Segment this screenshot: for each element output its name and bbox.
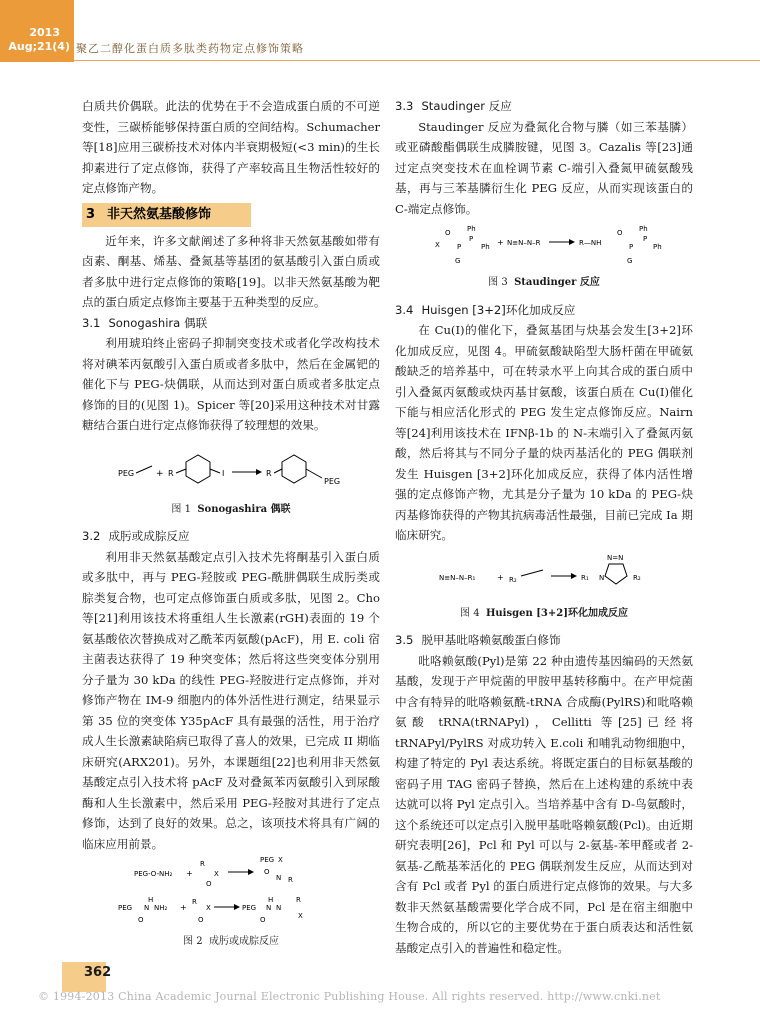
subsection-3-3-number: 3.3 [395,99,414,113]
subsection-3-1-title: Sonogashira 偶联 [108,315,208,330]
fig2-nh2: NH₂ [154,904,168,912]
figure-2-number: 图 2 [183,936,203,947]
figure-1 [82,436,380,498]
page-number: 362 [62,962,106,992]
subsection-3-2-heading [82,526,380,547]
fig2-product-n-2: N [266,904,272,912]
figure-3-number: 图 3 [488,277,508,288]
fig2-arrowhead-1 [248,869,254,875]
fig3-ph-1: Ph [467,225,476,233]
figure-4-number: 图 4 [460,607,480,619]
fig1-product-ring [282,455,306,483]
fig4-product-nn: N=N [607,553,624,562]
subsection-3-3-paragraph: Staudinger 反应为叠氮化合物与膦（如三苯基膦）或亚磷酸酯偶联生成膦胺键，见图 3。Cazalis 等[23]通过定点突变技术在血栓调节素 C-端引入叠氮甲硫氨酸残基，再与三苯基膦衍生化 PEG 反应，从而实现该蛋白的 C-端定点修饰。 [395,119,693,216]
figure-4-caption [395,604,693,625]
fig1-bond-i [210,469,220,473]
fig2-n: N [144,904,150,912]
fig1-product-r: R [266,468,272,478]
subsection-3-3-heading [395,96,693,117]
fig3-plus: + [497,238,504,247]
fig2-x-1: X [214,870,219,878]
fig3-p-4: P [643,235,648,243]
fig2-product-n-1: N [276,874,282,882]
issue-badge [0,0,74,62]
fig2-x-2: X [206,904,211,912]
subsection-3-2-title: 成肟或成腙反应 [108,529,190,543]
fig3-x-1: X [435,241,440,249]
fig4-alkyne [521,570,543,576]
fig2-plus-1: + [186,869,193,878]
fig4-product-r2: R₂ [633,573,641,582]
fig1-r-label: R [168,468,174,478]
fig2-r-2: R [192,898,197,906]
copyright-footer: © 1994-2013 China Academic Journal Electronic Publishing House. All rights reserved. http://www.cnki.net [38,990,661,1003]
section-3-heading [82,203,251,227]
figure-3 [395,219,693,271]
fig2-peg-hydroxylamine: PEG-O-NH₂ [134,870,173,878]
fig2-o-2: O [138,916,144,924]
figure-3-caption [395,273,693,294]
fig3-arrowhead [569,239,575,245]
fig2-plus-2: + [180,903,187,912]
issue-label: Aug;21(4) [8,40,70,53]
running-title: 聚乙二醇化蛋白质多肽类药物定点修饰策略 [76,42,304,55]
fig1-alkyne-bond [136,466,152,473]
subsection-3-4-number: 3.4 [395,302,414,317]
fig2-h: H [148,896,154,904]
figure-1-number: 图 1 [171,503,191,515]
left-column [82,96,380,959]
fig2-r-1: R [200,860,205,868]
fig2-product-peg-1: PEG [260,856,275,864]
fig4-r2: R₂ [509,575,517,584]
fig4-product-r1: R₁ [581,573,589,582]
fig1-peg-label: PEG [118,468,135,478]
fig2-product-x-2: X [298,912,303,920]
fig1-product-bond [274,469,282,473]
fig3-g-1: G [455,257,461,265]
fig3-rnh: R—NH [579,239,602,247]
figure-2-title: 成肟或成腙反应 [208,936,279,947]
figure-3-title: Staudinger 反应 [514,277,600,288]
oxime-hydrazone-scheme [82,854,380,930]
fig4-triazole-ring [605,564,627,584]
fig3-azide: N≡N–N–R [507,239,541,247]
fig3-o-1: O [445,229,451,237]
subsection-3-1-number: 3.1 [82,315,101,330]
subsection-3-2-paragraph: 利用非天然氨基酸定点引入技术先将酮基引入蛋白质或多肽中，再与 PEG-羟胺或 PEG-酰肼偶联生成肟类或腙类复合物，也可定点修饰蛋白质或多肽，见图 2。Cho 等[21]利用该技术将重组人生长激素(rGH)表面的 19 个氨基酸依次替换成对乙酰苯丙氨酸(pAcF)，用 E. coli 宿主菌表达获得了 19 种突变体；然后将这些突变体分别用分子量为 30 kDa 的线性 PEG-羟胺进行定点修饰，并对修饰产物在 IM-9 细胞内的体外活性进行测定，结果显示第 35 位的突变体 Y35pAcF 具有最强的活性，用于治疗成人生长激素缺陷病已取得了喜人的效果，已完成 II 期临床研究(ARX201)。另外，本课题组[22]也利用非天然氨基酸定点引入技术将 pAcF 及对叠氮苯丙氨酸引入到尿酸酶和人生长激素中，然后采用 PEG-羟胺对其进行了定点修饰，达到了良好的效果。总之，该项技术将具有广阔的临床应用前景。 [82,549,380,851]
fig3-ph-4: Ph [653,243,662,251]
fig2-peg-hydrazide: PEG [118,904,133,912]
intro-paragraph: 白质共价偶联。此法的优势在于不会造成蛋白质的不可逆变性，三碳桥能够保持蛋白质的空间结构。Schumacher 等[18]应用三碳桥技术对体内半衰期极短(<3 min)的生长抑素进行了定点修饰，获得了产率较高且生物活性较好的定点修饰产物。 [82,99,380,195]
section-3-number: 3 [86,206,96,222]
fig1-i-label: I [222,468,225,478]
fig2-product-x-1: X [278,856,283,864]
figure-1-caption [82,500,380,521]
fig2-product-r-2: R [296,896,301,904]
section-3-title: 非天然氨基酸修饰 [107,206,212,222]
fig2-o-3: O [198,916,204,924]
figure-1-title: Sonogashira 偶联 [197,503,291,515]
figure-2 [82,854,380,930]
fig3-p-1: P [457,243,462,251]
subsection-3-5-number: 3.5 [395,633,414,647]
fig3-p-3: P [629,243,634,251]
header-divider [74,60,760,61]
year-label: 2013 [29,26,60,39]
fig4-arrowhead [571,573,577,579]
staudinger-scheme [395,219,693,271]
subsection-3-1-heading [82,313,380,334]
subsection-3-4-heading [395,300,693,321]
section-3-paragraph: 近年来，许多文献阐述了多种将非天然氨基酸如带有卤素、酮基、烯基、叠氮基等基团的氨基酸引入蛋白质或者多肽中进行定点修饰的策略[19]。以非天然氨基酸为靶点的蛋白质定点修饰主要基于五种类型的反应。 [82,233,380,309]
subsection-3-2-number: 3.2 [82,529,101,543]
sonogashira-scheme [82,436,380,496]
figure-4-title: Huisgen [3+2]环化加成反应 [485,607,628,619]
fig1-product-peg: PEG [324,476,341,486]
fig3-o-2: O [617,229,623,237]
figure-4 [395,546,693,602]
subsection-3-5-paragraph: 吡咯赖氨酸(Pyl)是第 22 种由遗传基因编码的天然氨基酸，发现于产甲烷菌的甲胺甲基转移酶中。在产甲烷菌中含有特异的吡咯赖氨酰-tRNA 合成酶(PylRS)和吡咯赖氨酸 tRNA(tRNAPyl)，Cellitti 等[25]已经将 tRNAPyl/PylRS 对成功转入 E.coli 和哺乳动物细胞中，构建了特定的 Pyl 表达系统。将既定蛋白的目标氨基酸的密码子用 TAG 密码子替换，然后在上述构建的系统中表达就可以将 Pyl 定点引入。当培养基中含有 D-鸟氨酸时，这个系统还可以定点引入脱甲基吡咯赖氨酸(Pcl)。由近期研究表明[26]，Pcl 和 Pyl 可以与 2-氨基-苯甲醛或者 2-氨基-乙酰基苯活化的 PEG 偶联剂发生反应，从而达到对含有 Pcl 或者 Pyl 的蛋白质进行定点修饰的效果。与大多数非天然氨基酸需要化学合成不同，Pcl 是在宿主细胞中生物合成的，所以它的主要优势在于蛋白质表达和活性氨基酸定点引入的普遍性和稳定性。 [395,653,693,955]
fig2-product-r-1: R [288,876,293,884]
fig2-o-1: O [206,880,212,888]
fig2-product-n-3: N [276,904,282,912]
subsection-3-4-paragraph: 在 Cu(I)的催化下，叠氮基团与炔基会发生[3+2]环化加成反应，见图 4。甲硫氨酸缺陷型大肠杆菌在甲硫氨酸缺乏的培养基中，可在转录水平上向其合成的蛋白质中引入叠氮丙氨酸或炔丙基甘氨酸，该蛋白质在 Cu(I)催化下能与相应活化形式的 PEG 发生定点修饰反应。Nairn 等[24]利用该技术在 IFNβ-1b 的 N-末端引入了叠氮丙氨酸，然后将其与不同分子量的炔丙基活化的 PEG 偶联剂发生 Huisgen [3+2]环化加成反应，获得了体内活性增强的定点修饰产物，尤其是分子量为 10 kDa 的 PEG-炔丙基修饰获得的产物其抗病毒活性最强，目前已完成 Ia 期临床研究。 [395,323,693,542]
fig2-arrowhead-2 [234,904,240,910]
huisgen-scheme [395,546,693,602]
figure-2-caption [82,932,380,953]
fig4-product-n: N [599,573,605,582]
subsection-3-5-heading [395,630,693,651]
fig3-ph-2: Ph [481,243,490,251]
subsection-3-5-title: 脱甲基吡咯赖氨酸蛋白修饰 [421,633,561,647]
fig4-plus: + [497,572,504,582]
fig3-p-2: P [469,235,474,243]
fig2-product-o-1: O [264,868,270,876]
fig4-azide: N≡N–N–R₁ [439,573,476,582]
fig1-benzene-ring [186,455,210,483]
fig1-plus: + [156,468,164,479]
subsection-3-3-title: Staudinger 反应 [421,99,512,113]
fig1-bond [176,469,186,473]
subsection-3-1-paragraph: 利用琥珀终止密码子抑制突变技术或者化学改构技术将对碘苯丙氨酸引入蛋白质或者多肽中，然后在金属钯的催化下与 PEG-炔偶联，从而达到对蛋白质或者多肽定点修饰的目的(见图 1)。Spicer 等[20]采用这种技术对甘露糖结合蛋白进行定点修饰获得了较理想的效果。 [82,336,380,432]
fig2-product-o-2: O [260,916,266,924]
fig1-product-alkyne [306,469,322,478]
fig2-product-peg-2: PEG [242,904,257,912]
fig2-product-h: H [268,896,274,904]
fig3-g-2: G [627,257,633,265]
subsection-3-4-title: Huisgen [3+2]环化加成反应 [421,302,576,317]
fig3-ph-3: Ph [639,225,648,233]
right-column [395,96,693,958]
fig1-arrowhead [256,469,262,475]
